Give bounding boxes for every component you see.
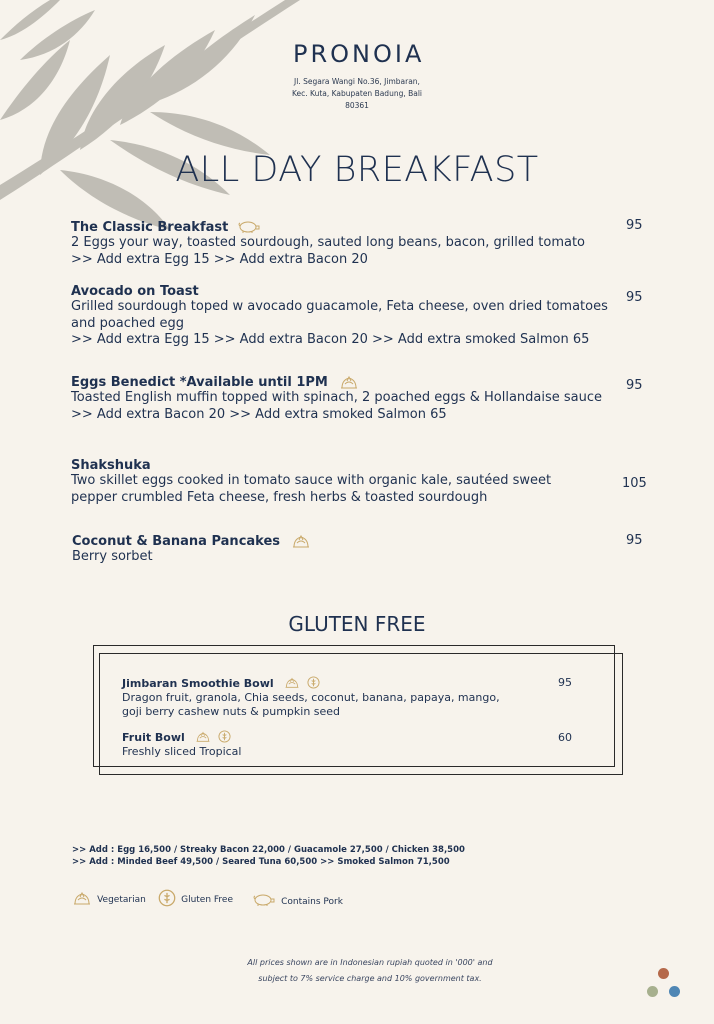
vegetarian-icon: [339, 374, 359, 390]
menu-item: [71, 371, 611, 423]
brand-logo: PRONOIA: [293, 40, 425, 68]
pig-icon: [252, 893, 276, 907]
item-price: 95: [626, 218, 643, 233]
item-name: Jimbaran Smoothie Bowl: [122, 677, 274, 690]
palm-leaf-decoration: [0, 0, 300, 230]
pig-icon: [237, 220, 261, 234]
gluten-free-icon: [218, 730, 231, 743]
item-price: 105: [622, 476, 647, 491]
item-extras: >> Add extra Egg 15 >> Add extra Bacon 20: [71, 251, 368, 267]
item-description: 2 Eggs your way, toasted sourdough, sauted long beans, bacon, grilled tomato: [71, 235, 586, 250]
item-price: 95: [626, 533, 643, 548]
menu-item: [72, 530, 572, 566]
item-extras: >> Add extra Egg 15 >> Add extra Bacon 20 >> Add extra smoked Salmon 65: [71, 332, 590, 347]
decor-dot-brown: [658, 968, 669, 979]
item-description: Freshly sliced Tropical: [122, 745, 242, 758]
item-price: 95: [626, 290, 643, 305]
item-name: Fruit Bowl: [122, 731, 185, 744]
addons-line: >> Add : Minded Beef 49,500 / Seared Tuna 60,500 >> Smoked Salmon 71,500: [72, 857, 450, 867]
item-description: Two skillet eggs cooked in tomato sauce with organic kale, sautéed sweet pepper crumbled Feta cheese, fresh herbs & toasted sourdough: [71, 473, 552, 505]
addons-line: >> Add : Egg 16,500 / Streaky Bacon 22,000 / Guacamole 27,500 / Chicken 38,500: [72, 845, 465, 855]
address: Jl. Segara Wangi No.36, Jimbaran, Kec. Kuta, Kabupaten Badung, Bali 80361: [291, 77, 423, 110]
legend-label: Vegetarian: [97, 895, 146, 905]
item-description: Dragon fruit, granola, Chia seeds, coconut, banana, papaya, mango, goji berry cashew nuts & pumpkin seed: [122, 691, 500, 718]
item-price: 60: [558, 731, 572, 744]
page-title: ALL DAY BREAKFAST: [175, 150, 539, 190]
vegetarian-icon: [72, 890, 92, 906]
item-description: Toasted English muffin topped with spinach, 2 poached eggs & Hollandaise sauce: [71, 390, 603, 405]
addons-list: [72, 844, 465, 868]
item-description: Grilled sourdough toped w avocado guacamole, Feta cheese, oven dried tomatoes and poached egg: [71, 299, 608, 331]
gluten-free-icon: [307, 676, 320, 689]
legend-pork: [252, 889, 343, 908]
item-name: The Classic Breakfast: [71, 220, 229, 235]
menu-item: [71, 458, 571, 506]
gluten-free-item: [122, 726, 522, 759]
decor-dot-blue: [669, 986, 680, 997]
item-extras: >> Add extra Bacon 20 >> Add extra smoked Salmon 65: [71, 406, 447, 422]
item-name: Shakshuka: [71, 458, 151, 473]
item-price: 95: [626, 378, 643, 393]
item-price: 95: [558, 676, 572, 689]
legend-gluten-free: [158, 887, 233, 907]
gluten-free-icon: [158, 889, 176, 907]
legend-label: Gluten Free: [181, 895, 234, 905]
vegetarian-icon: [291, 533, 311, 549]
item-description: Berry sorbet: [72, 549, 153, 564]
vegetarian-icon: [195, 730, 211, 743]
gluten-free-item: [122, 672, 522, 719]
footer-note: [220, 955, 520, 987]
legend-label: Contains Pork: [281, 897, 343, 907]
item-name: Avocado on Toast: [71, 284, 199, 299]
item-name: Coconut & Banana Pancakes: [72, 534, 281, 549]
decor-dot-sage: [647, 986, 658, 997]
item-name: Eggs Benedict *Available until 1PM: [71, 375, 328, 390]
vegetarian-icon: [284, 676, 300, 689]
gluten-free-title: GLUTEN FREE: [288, 612, 426, 636]
footer-line: subject to 7% service charge and 10% government tax.: [258, 974, 482, 983]
footer-line: All prices shown are in Indonesian rupiah quoted in '000' and: [247, 958, 493, 967]
menu-item: [71, 216, 611, 268]
legend-vegetarian: [72, 887, 146, 906]
menu-item: [71, 284, 611, 349]
